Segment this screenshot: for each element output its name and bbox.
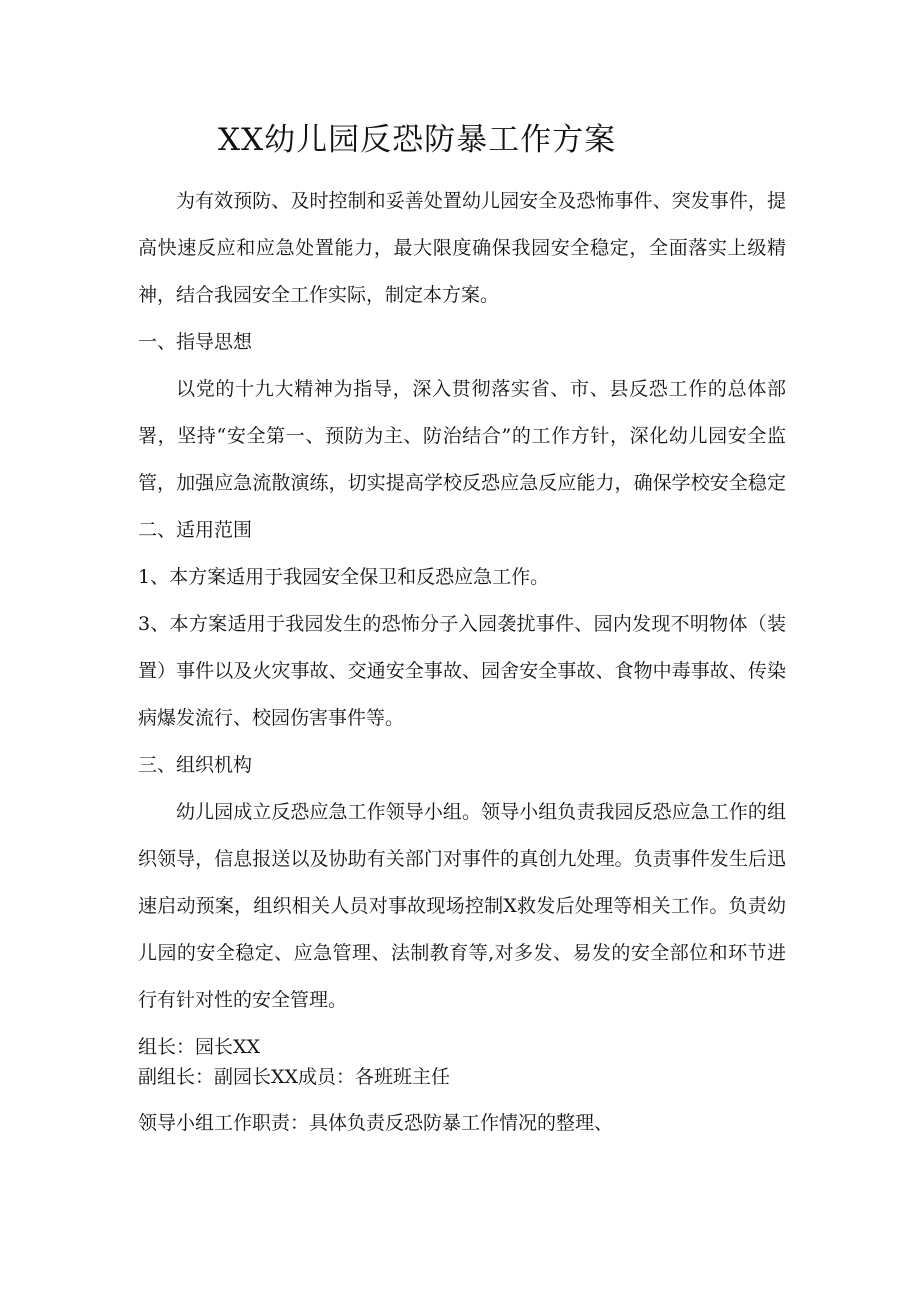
- section-heading-organization: 三、组织机构: [138, 754, 253, 776]
- scope-item-1: 1、本方案适用于我园安全保卫和反恐应急工作。: [138, 566, 550, 588]
- document-body: [138, 178, 786, 1147]
- organization-paragraph: 幼儿园成立反恐应急工作领导小组。领导小组负责我园反恐应急工作的组织领导，信息报送以及协助有关部门对事件的真创九处理。负责事件发生后迅速启动预案，组织相关人员对事故现场控制X救发后处理等相关工作。负责幼儿园的安全稳定、应急管理、法制教育等,对多发、易发的安全部位和环节进行有针对性的安全管理。: [138, 801, 786, 1011]
- leader-line: 组长：园长XX: [138, 1036, 261, 1058]
- guiding-ideology-paragraph: 以党的十九大精神为指导，深入贯彻落实省、市、县反恐工作的总体部署，坚持“安全第一、预防为主、防治结合”的工作方针，深化幼儿园安全监管，加强应急流散演练，切实提高学校反恐应急反应能力，确保学校安全稳定二、适用范围: [138, 378, 786, 541]
- scope-item-3: 3、本方案适用于我园发生的恐怖分子入园袭扰事件、园内发现不明物体（装置）事件以及火灾事故、交通安全事故、园舍安全事故、食物中毒事故、传染病爆发流行、校园伤害事件等。: [138, 613, 786, 729]
- deputy-line: 副组长：副园长XX成员：各班班主任: [138, 1066, 451, 1088]
- duties-line: 领导小组工作职责：具体负责反恐防暴工作情况的整理、: [138, 1112, 614, 1134]
- document-title: XX幼儿园反恐防暴工作方案: [218, 122, 617, 158]
- section-heading-guiding-ideology: 一、指导思想: [138, 331, 253, 353]
- intro-paragraph: 为有效预防、及时控制和妥善处置幼儿园安全及恐怖事件、突发事件，提高快速反应和应急处置能力，最大限度确保我园安全稳定，全面落实上级精神，结合我园安全工作实际，制定本方案。: [138, 190, 786, 306]
